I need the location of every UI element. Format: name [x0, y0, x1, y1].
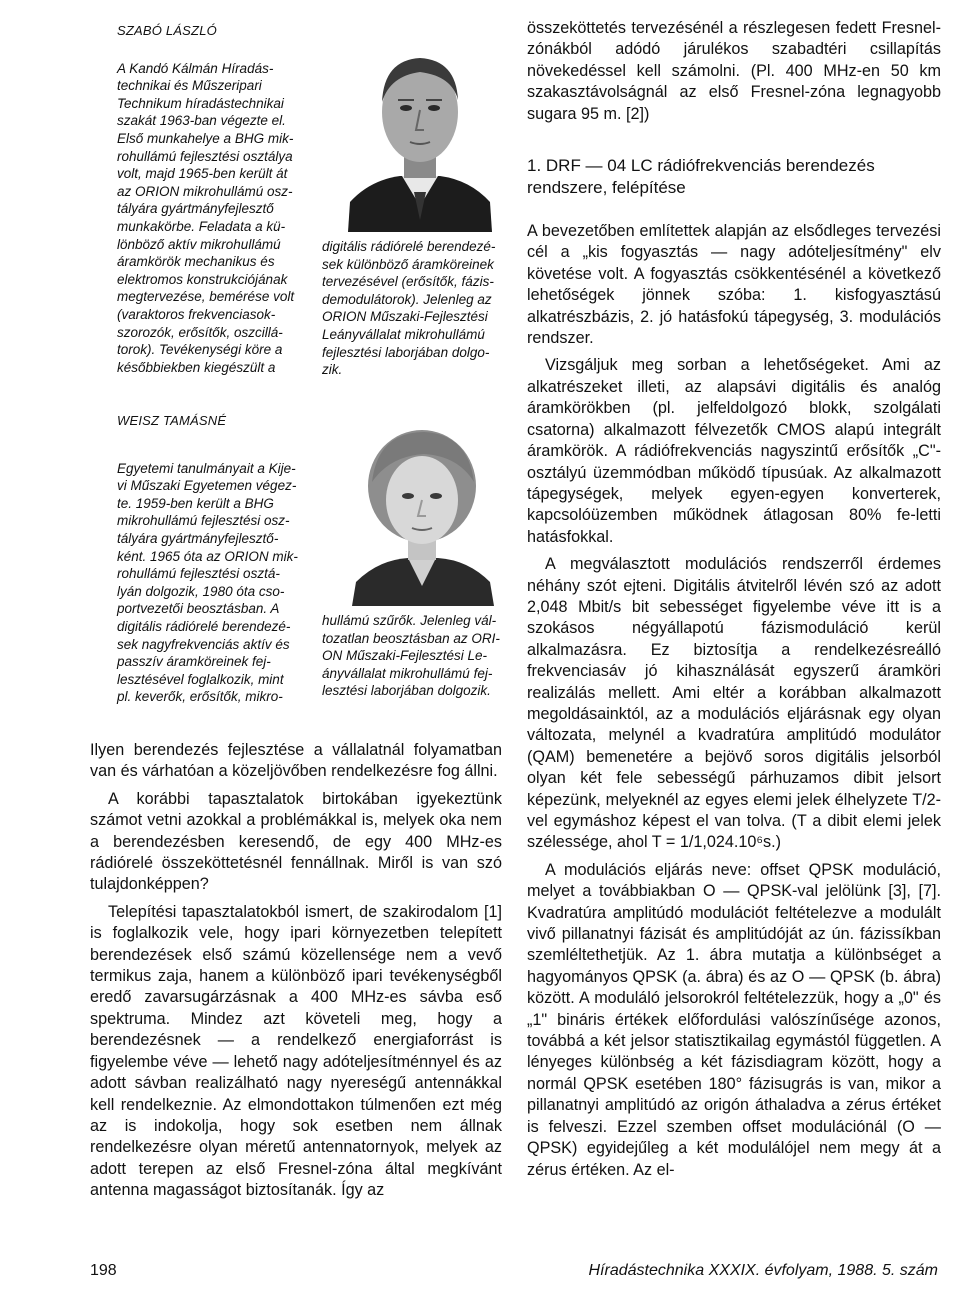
paragraph: A modulációs eljárás neve: offset QPSK moduláció, melyet a továbbiakban O — QPSK-val jelölünk [3], [7]. Kvadratúra amplitúdó modulációt feltételezve a modulált vivő pillanatnyi fázisát és amplitúdóját az ún. fázissíkban szemléltethetjük. Az 1. ábra mutatja a különbséget a hagyományos QPSK (a. ábra) és az O — QPSK (b. ábra) között. A moduláló jelsorokról feltételezzük, hogy a „0" és „1" bináris értékek előfordulási valószínűsége azonos, továbbá a két jelsor statisztikailag egymástól független. A lényeges különbség a két fázisdiagram között, hogy a normál QPSK esetében 180° fázisugrás is van, mikor a pillanatnyi amplitúdó az origón áthaladva a zérus értéket is felveszi. Ezzel szemben offset modulációnál (O — QPSK) egyidejűleg a két modulálójel nem megy át a zérus értéken. Az el-	[527, 860, 941, 1179]
paragraph: A megválasztott modulációs rendszerről érdemes néhány szót ejteni. Digitális átvitelről lévén szó az adott 2,048 Mbit/s bit sebességet figyelembe véve itt is a szokásos négyállapotú fázismoduláció kerül alkalmazásra. Ez biztosítja a rendelkezésreálló frekvenciasáv jó kihasználását egyszerű áramköri realizálás mellett. Ami eltér a korábban alkalmazott megoldásainktól, az a modulációs eljárásnak egy olyan változata, melynél a kvadratúra amplitúdó modulátor (QAM) bemenetére a bejövő soros digitális jelsorból olyan két fele sebességű párhuzamos dibit jelsort képezünk, melyeknél az egyes elemi jelek élhelyzete T/2-vel egymáshoz képest el van tolva. (T a dibit elemi jelek szélessége, ahol T = 1/1,024.10⁶s.)	[527, 555, 941, 852]
portrait-szabo-laszlo	[340, 20, 500, 232]
bio-text: digitális rádiórelé berendezé- sek különböző áramköreinek tervezésével (erősítők, fázis- demodulátorok). Jelenleg az ORION Műszaki-Fejlesztési Leányvállalat mikrohullámú fejlesztési laborjában dolgo- zik.	[322, 239, 496, 378]
portrait-weisz-tamasne	[338, 410, 506, 606]
left-column	[90, 740, 502, 1208]
bio-name: SZABÓ LÁSZLÓ	[117, 23, 217, 38]
paragraph: Telepítési tapasztalatokból ismert, de szakirodalom [1] is foglalkozik vele, hogy ipari környezetben telepített berendezések első számú közellensége nem a vevő termikus zaja, hanem a különböző ipari tevékenységből eredő zavarsugárzásnak a 400 MHz-es sávba eső spektruma. Mindez azt követeli meg, hogy a berendezésnek — a rendelkező energiaforrást is figyelembe véve — lehető nagy adóteljesítménnyel és az adott sávban realizálható nagy nyereségű antennákkal kell rendelkeznie. Az elmondottakon túlmenően ezt még az is indokolja, hogy sok esetben nem állnak rendelkezésre olyan méretű antennatornyok, melyek az adott terepen az első Fresnel-zóna által megkívánt antenna magasságot biztosítanák. Így az	[90, 902, 502, 1200]
bio-text: A Kandó Kálmán Híradás- technikai és Műszeripari Technikum híradástechnikai szakát 1963-ban végezte el. Első munkahelye a BHG mik- rohullámú fejlesztési osztálya volt, majd 1965-ben került át az ORION mikrohullámú osz- tályára gyártmányfejlesztő munkakörbe. Feladata a kü- lönböző aktív mikrohullámú áramkörök mechanikus és elektromos konstrukciójának megtervezése, bemérése volt (varaktoros frekvenciasok- szorozók, erősítők, oszcillá- torok). Tevékenységi köre a későbbiekben kiegészült a	[117, 60, 295, 375]
bio-text: hullámú szűrők. Jelenleg vál- tozatlan beosztásban az ORI- ON Műszaki-Fejlesztési Le- ányvállalat mikrohullámú fej- lesztési laborjában dolgozik.	[322, 613, 500, 699]
bio-szabo-left	[117, 22, 317, 376]
page-number: 198	[90, 1262, 117, 1279]
paragraph: összeköttetés tervezésénél a részlegesen fedett Fresnel-zónákból adódó járulékos szabadtéri csillapítás növekedéssel kell számolni. (Pl. 400 MHz-en 50 km szakasztávolságnál az első Fresnel-zóna legnagyobb sugara 95 m. [2])	[527, 19, 941, 123]
bio-weisz-left	[117, 412, 317, 706]
paragraph: A bevezetőben említettek alapján az elsődleges tervezési cél a „kis fogyasztás — nagy adóteljesítmény" elv követése volt. A fogyasztás csökkentésénél a következő lehetőségek jönnek szóba: 1. kisfogyasztású alkatrészbázis, 2. jó hatásfokú tápegység, 3. modulációs rendszer.	[527, 222, 941, 348]
paragraph: Vizsgáljuk meg sorban a lehetőségeket. Ami az alkatrészeket illeti, az alapsávi digitális és analóg áramkörökben (pl. jelfeldolgozó blokk, szolgálati csatorna) alkalmazott félvezetők CMOS alapú integrált áramkörök. A rádiófrekvenciás nagyszintű erősítők „C"-osztályú üzemmódban működő típusúak. Az alkalmazott tápegységek, melyek egyen-egyen konverterek, kapcsolóüzemben működnek átlagosan 80% fe-letti hatásfokkal.	[527, 356, 941, 546]
right-column	[527, 18, 941, 1187]
section-heading: 1. DRF — 04 LC rádiófrekvenciás berendezés rendszere, felépítése	[527, 156, 875, 198]
journal-citation: Híradástechnika XXXIX. évfolyam, 1988. 5. szám	[588, 1262, 938, 1279]
bio-name: WEISZ TAMÁSNÉ	[117, 413, 227, 428]
bio-weisz-right	[322, 612, 512, 700]
paragraph: Ilyen berendezés fejlesztése a vállalatnál folyamatban van és várhatóan a közeljövőben rendelkezésre fog állni.	[90, 741, 502, 781]
bio-text: Egyetemi tanulmányait a Kije- vi Műszaki Egyetemen végez- te. 1959-ben került a BHG mikrohullámú fejlesztési osz- tályára gyártmányfejlesztő- ként. 1965 óta az ORION mik- rohullámú fejlesztési osztá- lyán dolgozik, 1980 óta cso- portvezetői beosztásban. A digitális rádiórelé berendezé- sek nagyfrekvenciás aktív és passzív áramköreinek fej- lesztésével foglalkozik, mint pl. keverők, erősítők, mikro-	[117, 460, 298, 705]
bio-szabo-right	[322, 238, 502, 379]
paragraph: A korábbi tapasztalatok birtokában igyekeztünk számot vetni azokkal a problémákkal is, melyek oka nem a berendezésben keresendő, de egy 400 MHz-es rádiórelé összeköttetésnél fennállnak. Miről is van szó tulajdonképpen?	[90, 789, 502, 894]
